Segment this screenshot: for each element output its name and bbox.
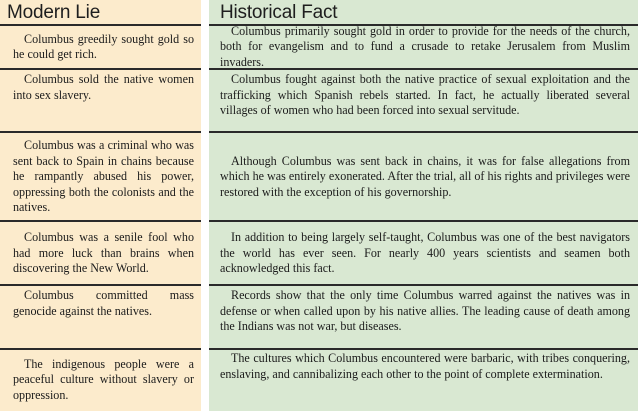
fact-text-6: The cultures which Columbus encountered were barbaric, with tribes conquering, enslaving, and cannibalizing each other to the point of complete extermination. <box>220 351 630 381</box>
lie-cell-6 <box>13 351 194 409</box>
row-separator <box>0 220 638 222</box>
fact-cell-4 <box>220 223 630 284</box>
lie-text-3: Columbus was a criminal who was sent back to Spain in chains because he rampantly abused his power, oppressing both the colonists and the natives. <box>13 138 194 215</box>
fact-cell-1 <box>220 23 630 69</box>
row-separator <box>0 131 638 133</box>
historical-fact-header: Historical Fact <box>220 2 338 23</box>
modern-lie-header: Modern Lie <box>7 2 101 23</box>
lie-cell-2 <box>13 72 194 110</box>
row-separator <box>0 348 638 350</box>
lie-cell-4 <box>13 223 194 284</box>
fact-text-4: In addition to being largely self-taught, Columbus was one of the best navigators the world has ever seen. For nearly 400 years scientists and seamen both acknowledged this fact. <box>220 230 630 276</box>
fact-text-5: Records show that the only time Columbus warred against the natives was in defense or when called upon by his native allies. The leading cause of death among the Indians was not war, but diseases. <box>220 288 630 333</box>
lie-text-6: The indigenous people were a peaceful culture without slavery or oppression. <box>13 356 194 402</box>
lie-cell-3 <box>13 134 194 220</box>
row-separator <box>0 284 638 286</box>
fact-cell-5 <box>220 288 630 346</box>
lie-text-4: Columbus was a senile fool who had more luck than brains when discovering the New World. <box>13 230 194 276</box>
lie-text-5: Columbus committed mass genocide against the natives. <box>13 288 194 318</box>
lie-text-2: Columbus sold the native women into sex slavery. <box>13 72 194 102</box>
fact-cell-2 <box>220 72 630 130</box>
fact-text-3: Although Columbus was sent back in chains, it was for false allegations from which he was entirely exonerated. After the trial, all of his rights and privileges were restored with the exception of his governorship. <box>220 153 630 199</box>
lie-cell-5 <box>13 288 194 328</box>
lie-cell-1 <box>13 26 194 68</box>
fact-cell-3 <box>220 134 630 220</box>
fact-cell-6 <box>220 351 630 393</box>
lie-text-1: Columbus greedily sought gold so he could get rich. <box>13 31 194 61</box>
fact-text-2: Columbus fought against both the native practice of sexual exploitation and the trafficking which Spanish rebels started. In fact, he actually liberated several villages of women who had been forced into sexual servitude. <box>220 72 630 117</box>
fact-text-1: Columbus primarily sought gold in order to provide for the needs of the church, both for evangelism and to fund a crusade to retake Jerusalem from Muslim invaders. <box>220 23 630 69</box>
